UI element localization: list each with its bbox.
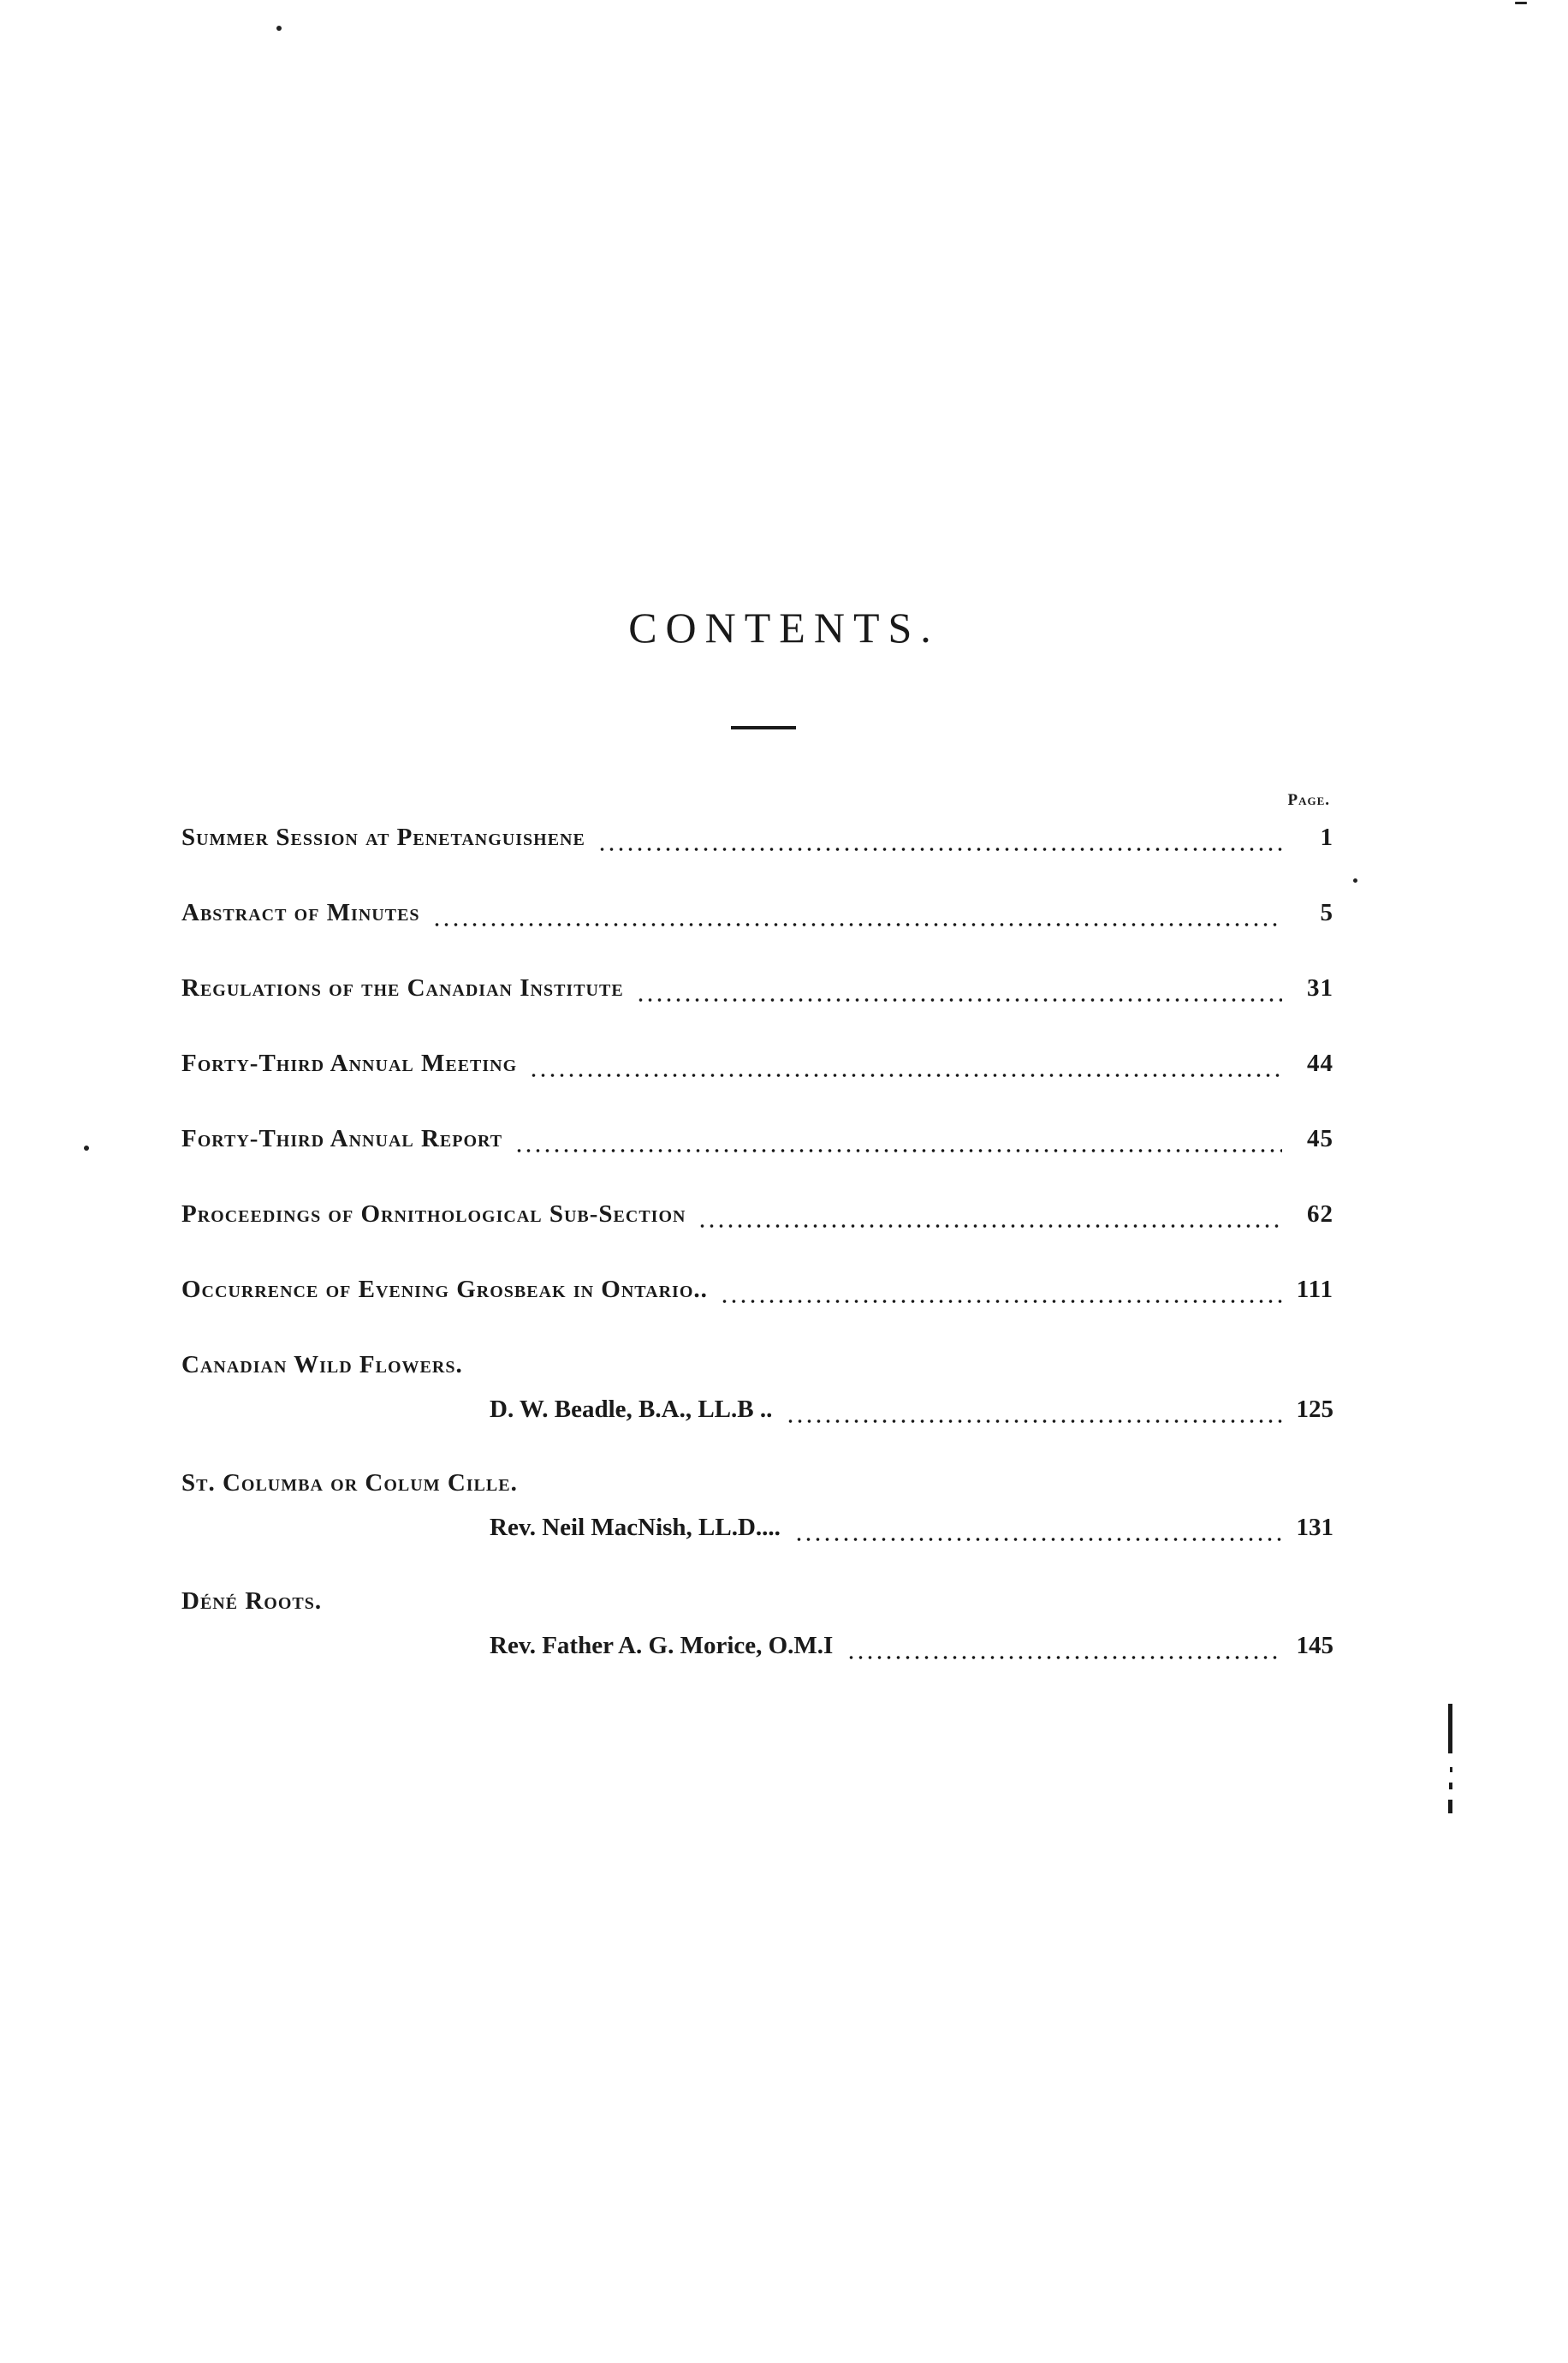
binding-edge-marks [1445,1704,1458,1824]
dot-leader [636,997,1282,1003]
edge-mark [1450,1767,1452,1772]
dot-leader [720,1299,1282,1304]
toc-entry-title: Canadian Wild Flowers. [181,1351,463,1378]
toc-entry [181,824,1333,861]
toc-entry-title: St. Columba or Colum Cille. [181,1469,518,1497]
toc-entry-title: Forty-Third Annual Meeting [181,1050,518,1077]
dot-leader [432,922,1282,927]
toc-entry [181,1469,1333,1507]
toc-entry [181,1200,1333,1238]
edge-mark [1448,1704,1452,1753]
toc-entry [181,1125,1333,1163]
toc-entry-title: Déné Roots. [181,1587,323,1615]
dot-leader [786,1419,1282,1424]
toc-entry-page: 31 [1307,974,1333,1002]
toc-entry-author: Rev. Neil MacNish, LL.D.... [490,1514,781,1541]
ink-speck [84,1146,89,1151]
page-column-label: Page. [1287,791,1330,809]
dot-leader [529,1073,1282,1078]
dot-leader [597,847,1282,852]
toc-entry-title: Proceedings of Ornithological Sub-Section [181,1200,686,1228]
ink-speck [1515,2,1527,4]
toc-entry [181,899,1333,937]
toc-entry-page: 45 [1307,1125,1333,1152]
toc-entry-author: Rev. Father A. G. Morice, O.M.I [490,1632,834,1659]
toc-entry-page: 125 [1296,1396,1333,1423]
toc-entry [181,974,1333,1012]
toc-entry [181,1050,1333,1087]
toc-entry-author-line [490,1514,1333,1551]
toc-entry-page: 5 [1320,899,1333,926]
toc-entry-page: 1 [1320,824,1333,851]
dot-leader [846,1655,1282,1660]
toc-entry-author-line [490,1396,1333,1433]
toc-entry-title: Forty-Third Annual Report [181,1125,503,1152]
toc-entry-page: 111 [1296,1276,1333,1303]
toc-entry-page: 145 [1296,1632,1333,1659]
dot-leader [698,1223,1282,1229]
toc-entry-title: Abstract of Minutes [181,899,420,926]
edge-mark [1449,1783,1452,1789]
toc-entry-page: 62 [1307,1200,1333,1228]
toc-entry [181,1276,1333,1313]
edge-mark [1448,1800,1452,1813]
toc-entry-author: D. W. Beadle, B.A., LL.B .. [490,1396,773,1423]
ink-speck [1353,878,1357,883]
toc-entry-title: Summer Session at Penetanguishene [181,824,585,851]
ink-speck [276,26,282,31]
title-rule [731,726,796,729]
toc-entry-title: Occurrence of Evening Grosbeak in Ontario.. [181,1276,708,1303]
dot-leader [794,1537,1282,1542]
toc-entry-page: 44 [1307,1050,1333,1077]
toc-entry [181,1351,1333,1389]
page-title: CONTENTS. [628,604,940,652]
dot-leader [514,1148,1282,1153]
toc-entry-author-line [490,1632,1333,1670]
toc-entry-page: 131 [1296,1514,1333,1541]
toc-entry-title: Regulations of the Canadian Institute [181,974,624,1002]
toc-entry [181,1587,1333,1625]
